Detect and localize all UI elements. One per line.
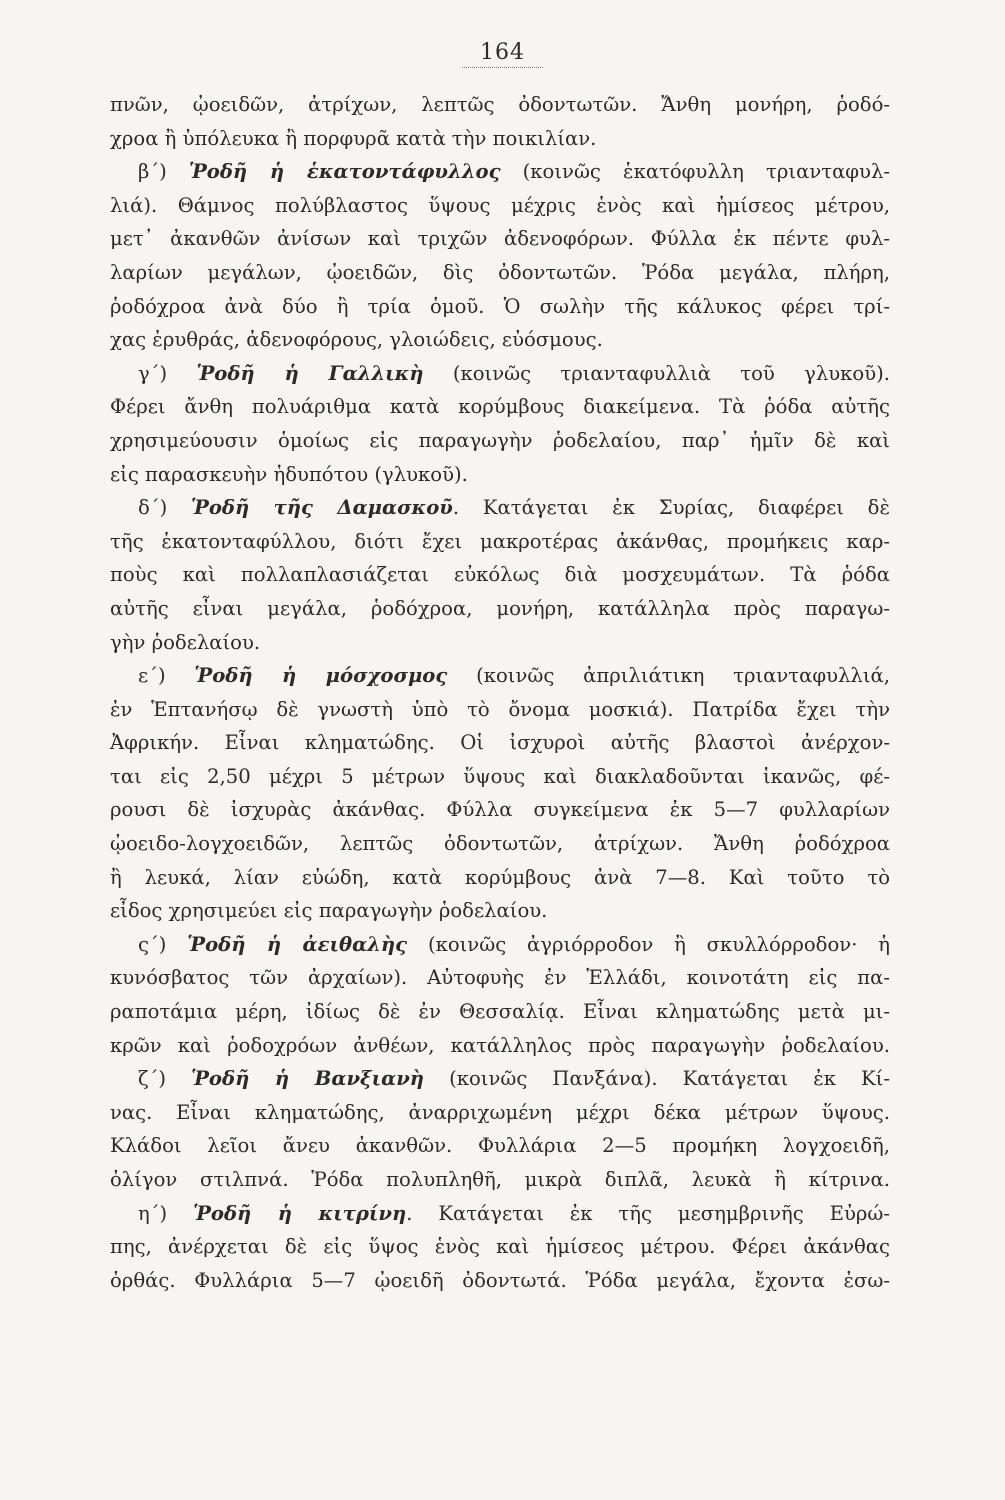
text-line (110, 894, 890, 928)
line-text: κρῶν καὶ ῥοδοχρόων ἀνθέων, κατάλληλος πρὸς παραγωγὴν ῥοδελαίου. (110, 1033, 890, 1057)
entry-number: β΄) (138, 160, 189, 184)
text-line (110, 390, 890, 424)
line-text: (κοινῶς τριανταφυλλιὰ τοῦ γλυκοῦ). (423, 361, 890, 385)
body-text (110, 88, 890, 1297)
species-name: Ῥοδῆ τῆς Δαμασκοῦ (191, 496, 453, 520)
line-text: (κοινῶς ἀγριόρροδον ἢ σκυλλόρροδον· ἡ (407, 932, 890, 956)
text-line (110, 760, 890, 794)
entry-heading-line (110, 1062, 890, 1096)
line-text: (κοινῶς ἀπριλιάτικη τριανταφυλλιά, (447, 664, 890, 688)
entry-number: γ΄) (138, 361, 197, 385)
text-line (110, 1264, 890, 1298)
text-line (110, 1163, 890, 1197)
line-text: πνῶν, ᾠοειδῶν, ἀτρίχων, λεπτῶς ὀδοντωτῶν. Ἄνθη μονήρη, ῥοδό- (110, 93, 890, 116)
text-line (110, 827, 890, 861)
text-line (110, 726, 890, 760)
line-text: ῥοδόχροα ἀνὰ δύο ἢ τρία ὁμοῦ. Ὁ σωλὴν τῆς κάλυκος φέρει τρί- (110, 294, 890, 318)
text-line (110, 189, 890, 223)
text-line (110, 995, 890, 1029)
page-number-text: 164 (462, 40, 543, 68)
page-number (0, 40, 1005, 65)
text-line (110, 558, 890, 592)
line-text: τῆς ἑκατονταφύλλου, διότι ἔχει μακροτέρας ἀκάνθας, προμήκεις καρ- (110, 529, 890, 553)
line-text: γὴν ῥοδελαίου. (110, 630, 261, 654)
line-text: (κοινῶς ἑκατόφυλλη τριανταφυλ- (500, 160, 890, 184)
text-line (110, 424, 890, 458)
text-line (110, 1129, 890, 1163)
text-line (110, 458, 890, 492)
text-line (110, 122, 890, 156)
text-line (110, 961, 890, 995)
line-text: ὀλίγον στιλπνά. Ῥόδα πολυπληθῆ, μικρὰ διπλᾶ, λευκὰ ἢ κίτρινα. (110, 1168, 890, 1191)
line-text: εἰς παρασκευὴν ἡδυπότου (γλυκοῦ). (110, 462, 468, 486)
entry-number: δ΄) (138, 496, 192, 520)
text-line (110, 592, 890, 626)
line-text: χας ἐρυθράς, ἀδενοφόρους, γλοιώδεις, εὐόσμους. (110, 328, 603, 352)
text-line (110, 693, 890, 727)
line-text: αὐτῆς εἶναι μεγάλα, ῥοδόχροα, μονήρη, κατάλληλα πρὸς παραγω- (110, 596, 890, 620)
entry-heading-line (110, 659, 890, 693)
line-text: νας. Εἶναι κληματώδης, ἀναρριχωμένη μέχρι δέκα μέτρων ὕψους. (110, 1100, 890, 1124)
species-name: Ῥοδῆ ἡ μόσχοσμος (194, 664, 448, 688)
line-text: ὀρθάς. Φυλλάρια 5—7 ᾠοειδῆ ὀδοντωτά. Ῥόδα μεγάλα, ἔχοντα ἐσω- (110, 1268, 890, 1292)
text-line (110, 256, 890, 290)
entry-heading-line (110, 155, 890, 189)
text-line (110, 626, 890, 660)
text-line (110, 1230, 890, 1264)
text-line (110, 793, 890, 827)
line-text: Ἀφρικήν. Εἶναι κληματώδης. Οἱ ἰσχυροὶ αὐτῆς βλαστοὶ ἀνέρχον- (110, 731, 890, 755)
text-line (110, 525, 890, 559)
text-line (110, 222, 890, 256)
entry-heading-line (110, 928, 890, 962)
entry-heading-line (110, 357, 890, 391)
line-text: . Κατάγεται ἐκ Συρίας, διαφέρει δὲ (452, 496, 890, 520)
species-name: Ῥοδῆ ἡ Βανξιανὴ (191, 1067, 425, 1091)
line-text: κυνόσβατος τῶν ἀρχαίων). Αὐτοφυὴς ἐν Ἑλλάδι, κοινοτάτη εἰς πα- (110, 966, 890, 990)
line-text: Φέρει ἄνθη πολυάριθμα κατὰ κορύμβους διακείμενα. Τὰ ῥόδα αὐτῆς (110, 395, 890, 419)
entry-number: ζ΄) (138, 1067, 192, 1091)
line-text: ποὺς καὶ πολλαπλασιάζεται εὐκόλως διὰ μοσχευμάτων. Τὰ ῥόδα (110, 563, 890, 587)
line-text: λιά). Θάμνος πολύβλαστος ὕψους μέχρις ἑνὸς καὶ ἡμίσεος μέτρου, (110, 193, 890, 217)
entry-number: ς΄) (138, 932, 188, 956)
entry-number: ε΄) (138, 664, 195, 688)
line-text: μετ᾽ ἀκανθῶν ἀνίσων καὶ τριχῶν ἀδενοφόρων. Φύλλα ἐκ πέντε φυλ- (110, 227, 890, 251)
entry-heading-line (110, 491, 890, 525)
line-text: πης, ἀνέρχεται δὲ εἰς ὕψος ἑνὸς καὶ ἡμίσεος μέτρου. Φέρει ἀκάνθας (110, 1235, 890, 1259)
species-name: Ῥοδῆ ἡ Γαλλικὴ (196, 361, 424, 385)
text-line (110, 1096, 890, 1130)
line-text: ᾠοειδο-λογχοειδῶν, λεπτῶς ὀδοντωτῶν, ἀτρίχων. Ἄνθη ῥοδόχροα (110, 832, 890, 856)
line-text: ἐν Ἑπτανήσῳ δὲ γνωστὴ ὑπὸ τὸ ὄνομα μοσκιά). Πατρίδα ἔχει τὴν (110, 697, 890, 721)
species-name: Ῥοδῆ ἡ ἀειθαλὴς (187, 932, 408, 956)
text-line (110, 290, 890, 324)
text-line (110, 323, 890, 357)
line-text: (κοινῶς Πανξάνα). Κατάγεται ἐκ Κί- (424, 1067, 890, 1091)
line-text: εἶδος χρησιμεύει εἰς παραγωγὴν ῥοδελαίου. (110, 899, 548, 923)
text-line (110, 861, 890, 895)
line-text: ραποτάμια μέρη, ἰδίως δὲ ἐν Θεσσαλίᾳ. Εἶναι κληματώδης μετὰ μι- (110, 1000, 890, 1024)
line-text: ται εἰς 2,50 μέχρι 5 μέτρων ὕψους καὶ διακλαδοῦνται ἱκανῶς, φέ- (110, 764, 890, 788)
line-text: χροα ἢ ὑπόλευκα ἢ πορφυρᾶ κατὰ τὴν ποικιλίαν. (110, 126, 597, 150)
line-text: ἢ λευκά, λίαν εὐώδη, κατὰ κορύμβους ἀνὰ 7—8. Καὶ τοῦτο τὸ (110, 865, 890, 889)
entry-heading-line (110, 1197, 890, 1231)
line-text: Κλάδοι λεῖοι ἄνευ ἀκανθῶν. Φυλλάρια 2—5 προμήκη λογχοειδῆ, (110, 1134, 890, 1158)
species-name: Ῥοδῆ ἡ κιτρίνη (193, 1201, 407, 1225)
line-text: λαρίων μεγάλων, ᾠοειδῶν, δὶς ὀδοντωτῶν. Ῥόδα μεγάλα, πλήρη, (110, 260, 890, 284)
line-text: . Κατάγεται ἐκ τῆς μεσημβρινῆς Εὐρώ- (406, 1201, 890, 1225)
line-text: χρησιμεύουσιν ὁμοίως εἰς παραγωγὴν ῥοδελαίου, παρ᾽ ἡμῖν δὲ καὶ (110, 428, 890, 452)
entry-number: η΄) (138, 1201, 194, 1225)
line-text: ρουσι δὲ ἰσχυρὰς ἀκάνθας. Φύλλα συγκείμενα ἐκ 5—7 φυλλαρίων (110, 798, 890, 822)
text-line (110, 1029, 890, 1063)
species-name: Ῥοδῆ ἡ ἑκατοντάφυλλος (188, 160, 501, 184)
text-line (110, 88, 890, 122)
